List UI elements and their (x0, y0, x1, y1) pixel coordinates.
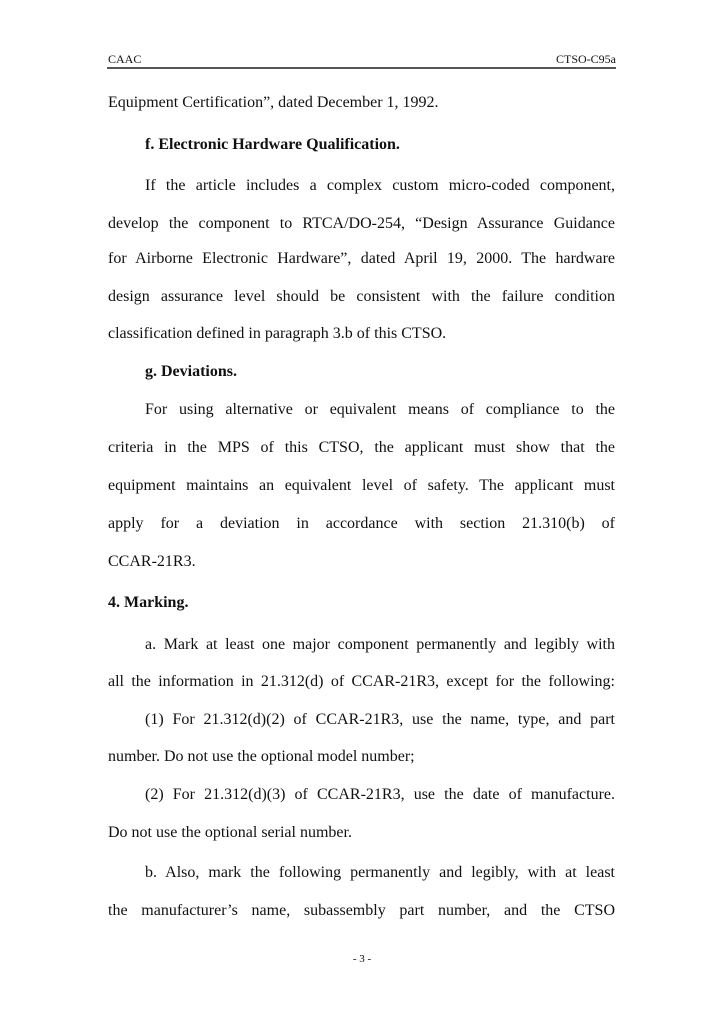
text-line: design assurance level should be consistent with the failure condition (108, 288, 615, 305)
section-heading: f. Electronic Hardware Qualification. (145, 136, 400, 153)
text-line: If the article includes a complex custom micro-coded component, (145, 177, 615, 194)
text-line: (1) For 21.312(d)(2) of CCAR-21R3, use the name, type, and part (145, 711, 615, 728)
text-line: equipment maintains an equivalent level of safety. The applicant must (108, 477, 615, 494)
section-heading: g. Deviations. (145, 363, 237, 380)
text-line: Equipment Certification”, dated December 1, 1992. (108, 94, 439, 111)
text-line: Do not use the optional serial number. (108, 824, 352, 841)
text-line: (2) For 21.312(d)(3) of CCAR-21R3, use the date of manufacture. (145, 786, 615, 803)
header-right: CTSO-C95a (556, 52, 616, 66)
text-line: number. Do not use the optional model number; (108, 748, 415, 765)
text-line: the manufacturer’s name, subassembly part number, and the CTSO (108, 902, 615, 919)
text-line: apply for a deviation in accordance with section 21.310(b) of (108, 515, 615, 532)
page-number: - 3 - (352, 953, 372, 965)
text-line: classification defined in paragraph 3.b of this CTSO. (108, 325, 447, 342)
text-line: all the information in 21.312(d) of CCAR-21R3, except for the following: (108, 673, 615, 690)
text-line: b. Also, mark the following permanently and legibly, with at least (145, 864, 615, 881)
text-line: develop the component to RTCA/DO-254, “Design Assurance Guidance (108, 215, 615, 232)
text-line: criteria in the MPS of this CTSO, the applicant must show that the (108, 439, 615, 456)
text-line: a. Mark at least one major component permanently and legibly with (145, 636, 615, 653)
text-line: for Airborne Electronic Hardware”, dated April 19, 2000. The hardware (108, 250, 615, 267)
text-line: CCAR-21R3. (108, 553, 196, 570)
header-rule (107, 67, 616, 69)
text-line: For using alternative or equivalent means of compliance to the (145, 401, 615, 418)
header-left: CAAC (108, 52, 142, 66)
section-heading: 4. Marking. (108, 594, 189, 611)
